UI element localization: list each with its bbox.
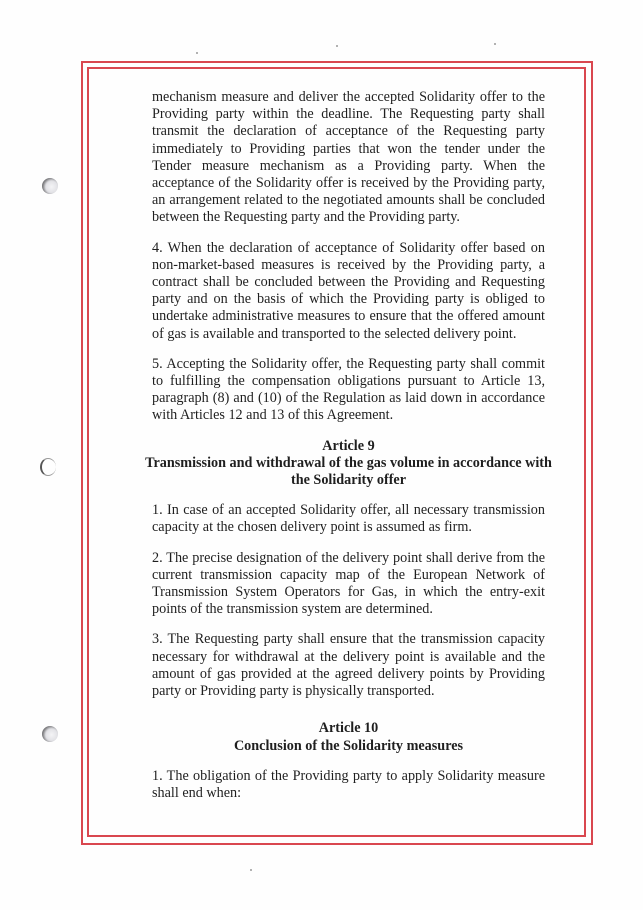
article-9-number: Article 9 [322,437,375,454]
paragraph-5: 5. Accepting the Solidarity offer, the Requesting party shall commit to fulfilling the compensation obligations pursuant to Article 13, paragraph (8) and (10) of the Regulation as laid down in accordance with Articles 12 and 13 of this Agreement. [152,355,545,424]
article-9-heading [145,437,552,490]
scan-speck [250,869,252,871]
article-10-heading [152,720,545,754]
article-10-title: Conclusion of the Solidarity measures [233,737,464,754]
scan-speck [196,52,198,54]
article-9-paragraph-3: 3. The Requesting party shall ensure that the transmission capacity necessary for withdrawal at the delivery point is available and the amount of gas provided at the agreed delivery points by Providing party or Providing party is physically transported. [152,631,545,700]
punch-hole-partial-icon [40,458,56,476]
punch-hole-icon [42,726,58,742]
article-9-title-line-1: Transmission and withdrawal of the gas volume in accordance with [145,454,552,471]
punch-hole-icon [42,178,58,194]
article-9-paragraph-2: 2. The precise designation of the delivery point shall derive from the current transmission capacity map of the European Network of Transmission System Operators for Gas, in which the entry-exit points of the transmission system are determined. [152,549,545,618]
article-9-paragraph-1: 1. In case of an accepted Solidarity offer, all necessary transmission capacity at the chosen delivery point is assumed as firm. [152,502,545,536]
article-10-paragraph-1: 1. The obligation of the Providing party to apply Solidarity measure shall end when: [152,767,545,801]
paragraph-continuation: mechanism measure and deliver the accepted Solidarity offer to the Providing party within the deadline. The Requesting party shall transmit the declaration of acceptance of the Requesting party immediately to Providing parties that won the tender under the Tender measure mechanism as a Providing party. When the acceptance of the Solidarity offer is received by the Providing party, an arrangement related to the negotiated amounts shall be concluded between the Requesting party and the Providing party. [152,89,545,226]
paragraph-4: 4. When the declaration of acceptance of Solidarity offer based on non-market-based measures is received by the Providing party, a contract shall be concluded between the Providing and Requesting party and on the basis of which the Providing party is obliged to undertake administrative measures to ensure that the offered amount of gas is available and transported to the selected delivery point. [152,239,545,342]
article-10-number: Article 10 [318,720,379,737]
document-body [145,89,552,815]
scan-speck [336,45,338,47]
scan-speck [494,43,496,45]
article-9-title-line-2: the Solidarity offer [290,472,407,489]
